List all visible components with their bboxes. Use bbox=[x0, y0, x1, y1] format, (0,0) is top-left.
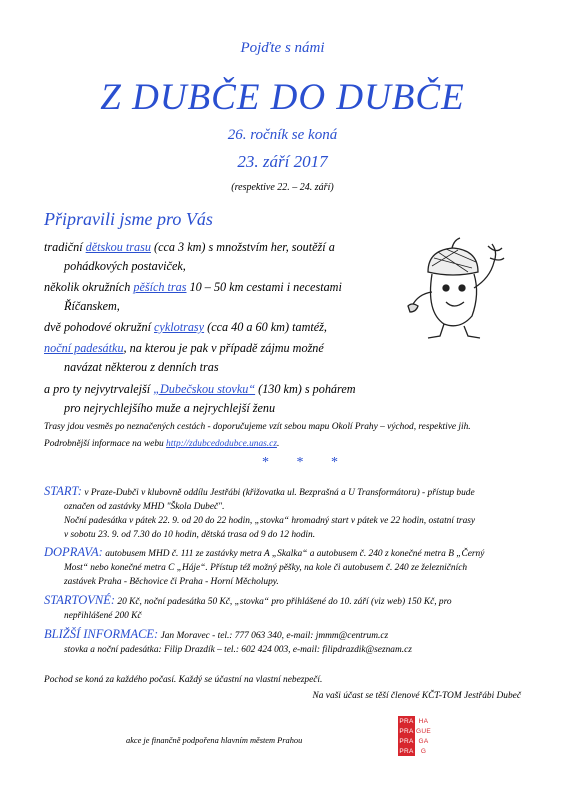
offer-item-hundred: a pro ty nejvytrvalejší „Dubečskou stovku“ (130 km) s pohárem pro nejrychlejšího muže a nejrychlejší ženu bbox=[44, 382, 356, 415]
offer-item-bike: dvě pohodové okružní cyklotrasy (cca 40 a 60 km) tamtéž, bbox=[44, 320, 327, 334]
intro-line: Pojďte s námi bbox=[240, 40, 325, 56]
transport-label: DOPRAVA: bbox=[44, 545, 103, 559]
trails-note: Trasy jdou vesměs po neznačených cestách - doporučujeme vzít sebou mapu Okolí Prahy – východ, respektive jih. bbox=[44, 422, 471, 432]
funding-note: akce je finančně podpořena hlavním městem Prahou bbox=[126, 736, 303, 745]
night-fifty-link[interactable]: noční padesátku bbox=[44, 341, 124, 355]
bike-trails-link[interactable]: cyklotrasy bbox=[154, 320, 205, 334]
divider-stars: * * * bbox=[262, 455, 350, 470]
website-link[interactable]: http://zdubcedodubce.unas.cz bbox=[166, 439, 277, 449]
walking-trails-link[interactable]: pěších tras bbox=[133, 280, 187, 294]
offer-item-kids: tradiční dětskou trasu (cca 3 km) s množstvím her, soutěží a pohádkových postaviček, bbox=[44, 240, 335, 273]
offer-item-night: noční padesátku, na kterou je pak v případě zájmu možné navázat některou z denních tras bbox=[44, 341, 324, 374]
web-note: Podrobnější informace na webu http://zdubcedodubce.unas.cz. bbox=[44, 439, 280, 449]
prague-logo: PRA HA PRA GUE PRA GA PRA G bbox=[399, 717, 431, 755]
acorn-mascot-illustration bbox=[398, 232, 508, 342]
fee-label: STARTOVNÉ: bbox=[44, 593, 116, 607]
page-title: Z DUBČE DO DUBČE bbox=[100, 77, 465, 118]
signature: Na vaši účast se těší členové KČT-TOM Jestřábi Dubeč bbox=[312, 691, 521, 701]
event-date: 23. září 2017 bbox=[237, 152, 328, 171]
edition-line: 26. ročník se koná bbox=[227, 127, 338, 143]
weather-note: Pochod se koná za každého počasí. Každý se účastní na vlastní nebezpečí. bbox=[44, 675, 323, 685]
contact-label: BLIŽŠÍ INFORMACE: bbox=[44, 627, 159, 641]
transport-section: DOPRAVA: autobusem MHD č. 111 ze zastávky metra A „Skalka“ a autobusem č. 240 z konečné metra B „Černý Most“ nebo konečné metra C „Háje“. Přístup též možný pěšky, na kole či autobusem č. 240 ze železničních zastávek Praha - Běchovice či Praha - Horní Měcholupy. bbox=[44, 545, 485, 587]
kids-trail-link[interactable]: dětskou trasu bbox=[85, 240, 151, 254]
start-label: START: bbox=[44, 484, 82, 498]
contact-section: BLIŽŠÍ INFORMACE: Jan Moravec - tel.: 777 063 340, e-mail: jmmm@centrum.cz stovka a noční padesátka: Filip Drazdík – tel.: 602 424 003, e-mail: filipdrazdik@seznam.cz bbox=[44, 627, 412, 655]
offer-heading: Připravili jsme pro Vás bbox=[44, 209, 213, 229]
hundred-link[interactable]: „Dubečskou stovku“ bbox=[153, 382, 256, 396]
offer-item-walks: několik okružních pěších tras 10 – 50 km cestami i necestami Říčanskem, bbox=[44, 280, 342, 313]
date-range: (respektive 22. – 24. září) bbox=[231, 182, 334, 193]
fee-section: STARTOVNÉ: 20 Kč, noční padesátka 50 Kč, „stovka“ pro přihlášené do 10. září (viz web) 150 Kč, pro nepřihlášené 200 Kč bbox=[44, 593, 452, 621]
start-section: START: v Praze-Dubči v klubovně oddílu Jestřábi (křižovatka ul. Bezprašná a U Transformátoru) - přístup bude označen od zastávky MHD "Škola Dubeč". Noční padesátka v pátek 22. 9. od 20 do 22 hodin, „stovka“ hromadný start v pátek ve 22 hodin, ostatní trasy v sobotu 23. 9. od 7.30 do 10 hodin, dětská trasa od 9 do 12 hodin. bbox=[44, 484, 476, 540]
